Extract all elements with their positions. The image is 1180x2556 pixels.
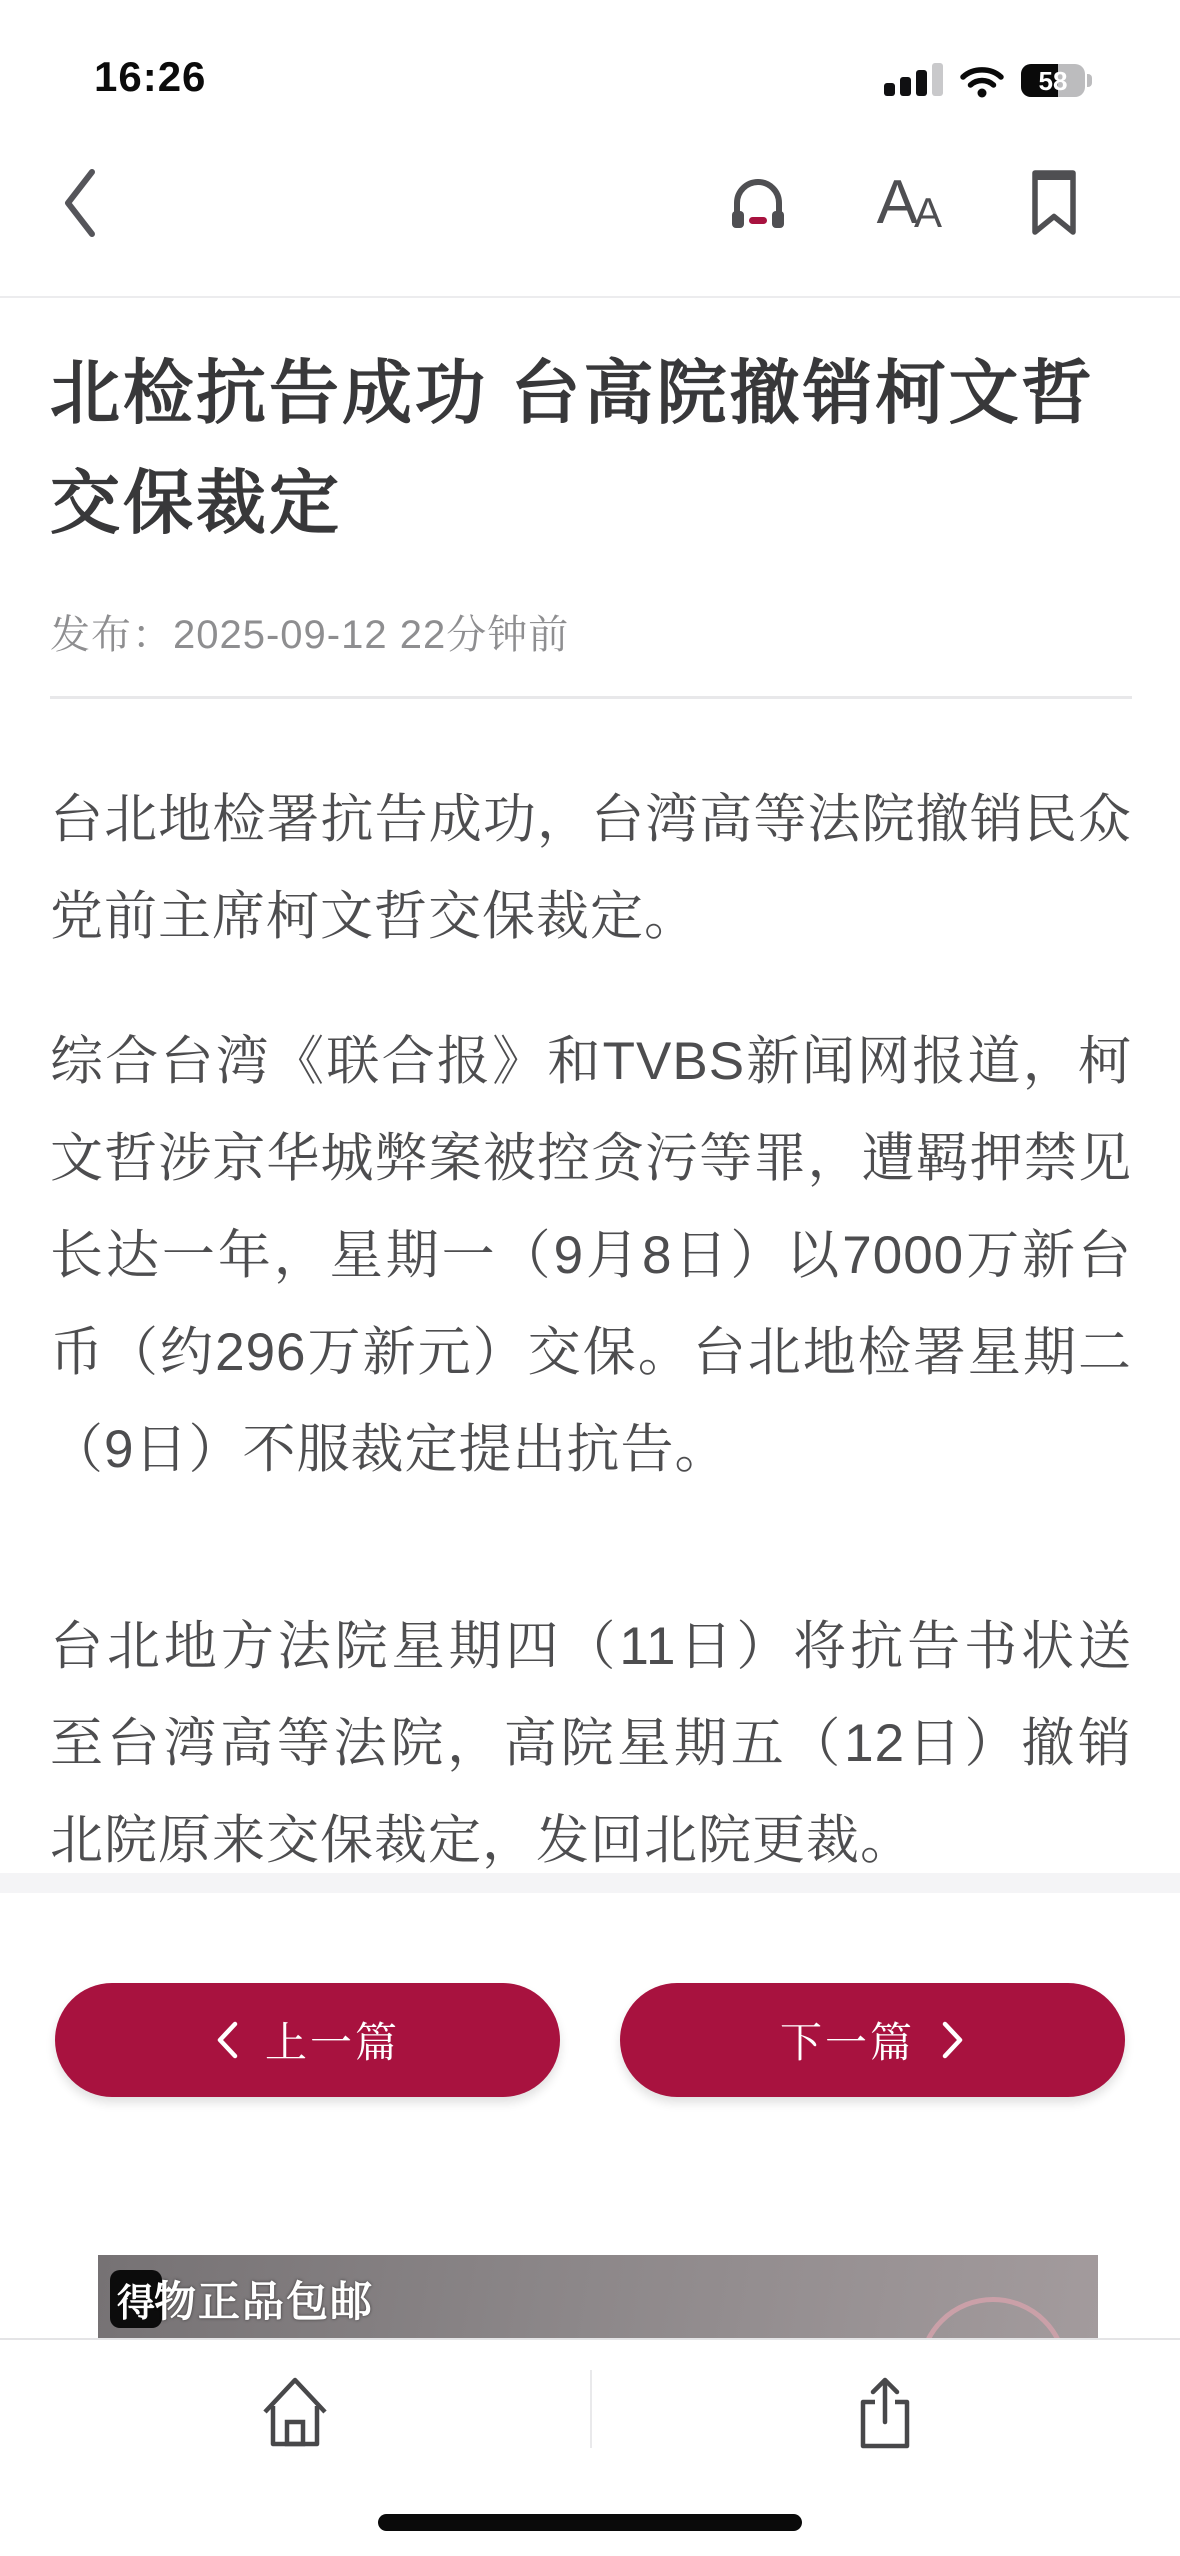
ad-banner[interactable] xyxy=(98,2255,1098,2340)
nav-actions xyxy=(727,169,1078,237)
section-separator xyxy=(0,1873,1180,1893)
status-bar xyxy=(0,0,1180,110)
wifi-icon xyxy=(959,64,1005,98)
back-button[interactable] xyxy=(58,166,104,240)
text-size-button[interactable] xyxy=(876,168,942,237)
home-indicator[interactable] xyxy=(378,2514,802,2531)
font-size-icon xyxy=(876,168,942,237)
toolbar-divider xyxy=(590,2370,592,2448)
bookmark-icon xyxy=(1030,169,1078,237)
font-size-small-a: A xyxy=(913,189,942,236)
ad-decorative-arc xyxy=(918,2297,1068,2340)
battery-icon xyxy=(1021,64,1092,98)
article-paragraph: 综合台湾《联合报》和TVBS新闻网报道，柯文哲涉京华城弊案被控贪污等罪，遭羁押禁见长达一年，星期一（9月8日）以7000万新台币（约296万新元）交保。台北地检署星期二（9日）不服裁定提出抗告。 xyxy=(50,1032,1132,1479)
chevron-right-icon xyxy=(941,2020,965,2060)
divider xyxy=(50,696,1132,699)
ad-content xyxy=(110,2269,374,2329)
home-icon xyxy=(257,2376,333,2448)
nav-bar xyxy=(0,110,1180,298)
chevron-left-icon xyxy=(215,2020,239,2060)
battery-cap xyxy=(1087,74,1092,87)
previous-article-button[interactable] xyxy=(55,1983,560,2097)
previous-article-label: 上一篇 xyxy=(264,2019,400,2066)
publish-date: 发布：2025-09-12 22分钟前 xyxy=(50,613,570,657)
status-time: 16:26 xyxy=(94,53,207,100)
next-article-button[interactable] xyxy=(620,1983,1125,2097)
ad-brand-logo: 得 xyxy=(110,2270,162,2328)
chevron-left-icon xyxy=(58,166,104,240)
listen-audio-button[interactable] xyxy=(727,171,789,235)
next-article-label: 下一篇 xyxy=(779,2019,915,2066)
article xyxy=(0,298,1180,1889)
article-pager xyxy=(55,1983,1125,2097)
bookmark-button[interactable] xyxy=(1030,169,1078,237)
status-icons xyxy=(884,63,1092,98)
article-paragraph: 台北地方法院星期四（11日）将抗告书状送至台湾高等法院，高院星期五（12日）撤销北院原来交保裁定，发回北院更裁。 xyxy=(50,1617,1132,1870)
battery-percent: 58 xyxy=(1038,65,1068,96)
cellular-signal-icon xyxy=(884,63,943,98)
ad-overlay-text: 物正品包邮 xyxy=(154,2278,375,2325)
article-title: 北检抗告成功 台高院撤销柯文哲交保裁定 xyxy=(50,354,1095,542)
headphones-icon xyxy=(727,171,789,235)
share-icon xyxy=(857,2376,913,2450)
font-size-large-a: A xyxy=(876,168,918,237)
article-paragraph: 台北地检署抗告成功，台湾高等法院撤销民众党前主席柯文哲交保裁定。 xyxy=(50,790,1132,946)
